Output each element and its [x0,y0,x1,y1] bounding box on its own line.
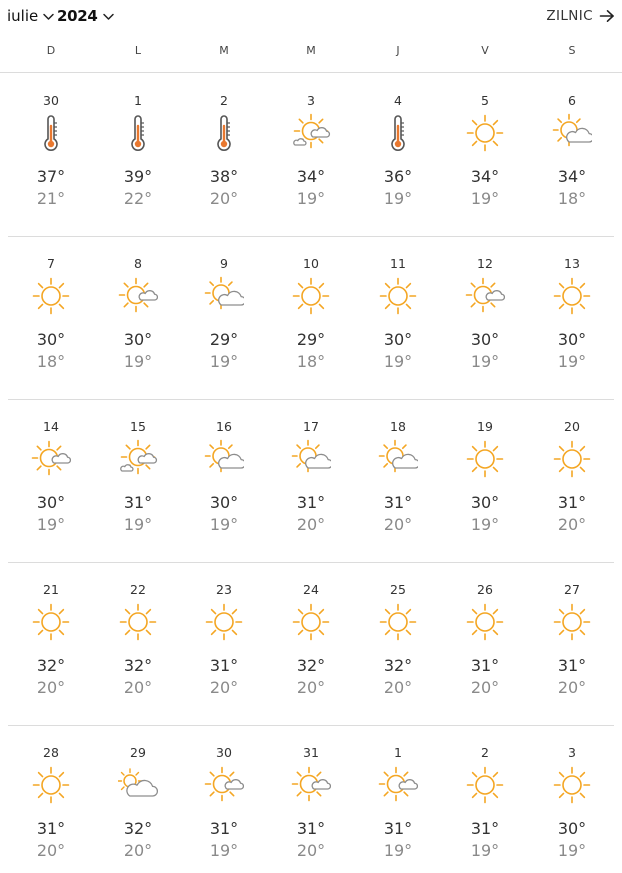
day-cell[interactable] [534,399,610,562]
high-temperature: 30° [36,493,66,512]
low-temperature: 19° [557,352,587,371]
sun-light-cloud-icon [31,439,71,479]
sun-icon [465,113,505,153]
chevron-down-icon [102,12,115,22]
day-cell[interactable] [100,562,176,725]
high-temperature: 32° [296,656,326,675]
year-selector[interactable] [57,6,115,26]
low-temperature: 20° [209,678,239,697]
low-temperature: 20° [123,841,153,860]
day-number: 5 [481,93,489,108]
partly-cloudy-icon [204,276,244,316]
low-temperature: 19° [470,352,500,371]
high-temperature: 39° [123,167,153,186]
day-number: 23 [216,582,232,597]
day-cell[interactable] [186,725,262,873]
low-temperature: 21° [36,189,66,208]
day-cell[interactable] [273,73,349,236]
sun-icon [465,765,505,805]
day-cell[interactable] [534,562,610,725]
high-temperature: 31° [36,819,66,838]
high-temperature: 30° [209,493,239,512]
chevron-down-icon [42,12,55,22]
low-temperature: 20° [557,678,587,697]
low-temperature: 20° [296,678,326,697]
month-selector[interactable] [7,6,55,26]
calendar-header [0,0,622,36]
day-number: 26 [477,582,493,597]
weekday-header [0,44,622,66]
high-temperature: 34° [470,167,500,186]
high-temperature: 34° [296,167,326,186]
mostly-cloudy-icon [118,765,158,805]
low-temperature: 20° [383,678,413,697]
low-temperature: 20° [557,515,587,534]
thermometer-icon [204,113,244,153]
low-temperature: 19° [383,189,413,208]
high-temperature: 32° [123,656,153,675]
sun-light-cloud-icon [465,276,505,316]
sun-cloud-small-icon [118,439,158,479]
day-number: 30 [43,93,59,108]
high-temperature: 37° [36,167,66,186]
high-temperature: 30° [123,330,153,349]
low-temperature: 19° [123,352,153,371]
day-number: 3 [568,745,576,760]
weekday-label: M [219,44,229,57]
day-number: 19 [477,419,493,434]
sun-icon [118,602,158,642]
day-number: 3 [307,93,315,108]
day-cell[interactable] [273,399,349,562]
high-temperature: 31° [557,656,587,675]
day-number: 11 [390,256,406,271]
sun-light-cloud-icon [291,765,331,805]
low-temperature: 19° [470,841,500,860]
sun-icon [552,602,592,642]
high-temperature: 34° [557,167,587,186]
sun-icon [552,765,592,805]
day-number: 15 [130,419,146,434]
day-cell[interactable] [186,236,262,399]
sun-cloud-small-icon [291,113,331,153]
low-temperature: 19° [470,189,500,208]
sun-icon [465,439,505,479]
year-label: 2024 [57,7,98,25]
high-temperature: 31° [209,819,239,838]
day-cell[interactable] [100,73,176,236]
high-temperature: 30° [470,330,500,349]
day-cell[interactable] [13,562,89,725]
low-temperature: 20° [383,515,413,534]
day-cell[interactable] [13,73,89,236]
day-number: 1 [394,745,402,760]
high-temperature: 30° [557,819,587,838]
weekday-label: D [46,44,56,57]
day-number: 14 [43,419,59,434]
day-cell[interactable] [186,399,262,562]
thermometer-icon [118,113,158,153]
high-temperature: 31° [296,493,326,512]
day-number: 2 [481,745,489,760]
low-temperature: 20° [470,678,500,697]
day-number: 25 [390,582,406,597]
day-cell[interactable] [186,73,262,236]
day-number: 16 [216,419,232,434]
month-label: iulie [7,7,39,25]
day-cell[interactable] [447,725,523,873]
week-row [0,73,622,236]
day-number: 8 [134,256,142,271]
daily-view-link[interactable] [546,6,615,26]
high-temperature: 31° [383,493,413,512]
high-temperature: 31° [296,819,326,838]
high-temperature: 32° [36,656,66,675]
low-temperature: 19° [209,841,239,860]
day-cell[interactable] [447,73,523,236]
high-temperature: 32° [383,656,413,675]
low-temperature: 20° [296,841,326,860]
sun-icon [378,276,418,316]
low-temperature: 18° [36,352,66,371]
daily-label: ZILNIC [546,8,593,24]
day-cell[interactable] [13,725,89,873]
partly-cloudy-icon [291,439,331,479]
high-temperature: 31° [123,493,153,512]
day-number: 1 [134,93,142,108]
week-row [0,725,622,873]
sun-light-cloud-icon [204,765,244,805]
low-temperature: 19° [36,515,66,534]
day-number: 6 [568,93,576,108]
day-number: 7 [47,256,55,271]
day-number: 17 [303,419,319,434]
day-number: 20 [564,419,580,434]
day-number: 2 [220,93,228,108]
day-cell[interactable] [273,236,349,399]
day-cell[interactable] [273,562,349,725]
day-cell[interactable] [534,236,610,399]
day-cell[interactable] [273,725,349,873]
day-cell[interactable] [100,725,176,873]
day-cell[interactable] [360,399,436,562]
low-temperature: 20° [36,841,66,860]
sun-icon [31,276,71,316]
day-cell[interactable] [534,73,610,236]
high-temperature: 31° [557,493,587,512]
thermometer-icon [378,113,418,153]
day-cell[interactable] [534,725,610,873]
sun-icon [465,602,505,642]
day-cell[interactable] [100,399,176,562]
low-temperature: 19° [209,352,239,371]
day-number: 21 [43,582,59,597]
low-temperature: 19° [209,515,239,534]
day-cell[interactable] [13,399,89,562]
sun-light-cloud-icon [118,276,158,316]
day-cell[interactable] [360,73,436,236]
high-temperature: 30° [557,330,587,349]
low-temperature: 22° [123,189,153,208]
sun-icon [291,602,331,642]
low-temperature: 20° [296,515,326,534]
sun-icon [552,276,592,316]
high-temperature: 29° [296,330,326,349]
high-temperature: 31° [383,819,413,838]
high-temperature: 31° [470,656,500,675]
partly-cloudy-icon [552,113,592,153]
high-temperature: 32° [123,819,153,838]
high-temperature: 30° [470,493,500,512]
high-temperature: 31° [470,819,500,838]
day-number: 29 [130,745,146,760]
low-temperature: 18° [557,189,587,208]
day-number: 31 [303,745,319,760]
day-number: 10 [303,256,319,271]
high-temperature: 29° [209,330,239,349]
day-cell[interactable] [186,562,262,725]
day-cell[interactable] [360,725,436,873]
low-temperature: 19° [470,515,500,534]
week-row [0,236,622,399]
sun-light-cloud-icon [378,765,418,805]
low-temperature: 19° [296,189,326,208]
sun-icon [204,602,244,642]
sun-icon [31,602,71,642]
day-number: 12 [477,256,493,271]
high-temperature: 31° [209,656,239,675]
weekday-label: L [134,44,142,57]
day-cell[interactable] [13,236,89,399]
sun-icon [291,276,331,316]
low-temperature: 19° [557,841,587,860]
sun-icon [31,765,71,805]
partly-cloudy-icon [378,439,418,479]
week-row [0,399,622,562]
low-temperature: 20° [123,678,153,697]
weekday-label: M [306,44,316,57]
day-cell[interactable] [360,562,436,725]
day-cell[interactable] [447,236,523,399]
partly-cloudy-icon [204,439,244,479]
week-row [0,562,622,725]
low-temperature: 19° [123,515,153,534]
low-temperature: 19° [383,352,413,371]
low-temperature: 20° [36,678,66,697]
day-cell[interactable] [100,236,176,399]
day-cell[interactable] [447,562,523,725]
high-temperature: 30° [383,330,413,349]
sun-icon [378,602,418,642]
day-number: 9 [220,256,228,271]
high-temperature: 36° [383,167,413,186]
day-number: 22 [130,582,146,597]
weekday-label: S [568,44,576,57]
day-number: 30 [216,745,232,760]
day-cell[interactable] [360,236,436,399]
day-number: 4 [394,93,402,108]
day-number: 27 [564,582,580,597]
day-number: 28 [43,745,59,760]
day-number: 24 [303,582,319,597]
low-temperature: 18° [296,352,326,371]
thermometer-icon [31,113,71,153]
low-temperature: 19° [383,841,413,860]
low-temperature: 20° [209,189,239,208]
high-temperature: 30° [36,330,66,349]
high-temperature: 38° [209,167,239,186]
weekday-label: V [481,44,489,57]
weekday-label: J [396,44,400,57]
day-number: 18 [390,419,406,434]
sun-icon [552,439,592,479]
day-cell[interactable] [447,399,523,562]
arrow-right-icon [599,9,615,23]
day-number: 13 [564,256,580,271]
